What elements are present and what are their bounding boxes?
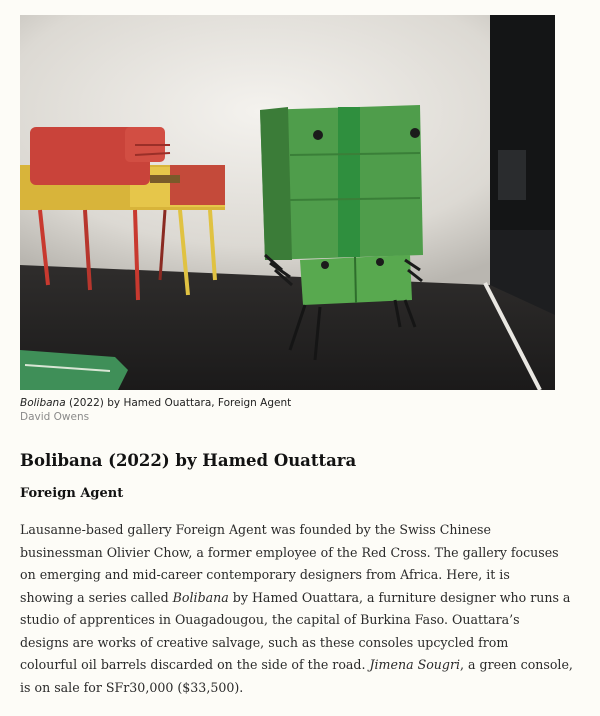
paragraph-line: designs are works of creative salvage, such as these consoles upcycled from [20,634,509,650]
photo-caption [20,397,291,410]
paragraph-line: showing a series called Bolibana by Hamed Ouattara, a furniture designer who runs a [20,589,571,605]
paragraph-line: Lausanne-based gallery Foreign Agent was founded by the Swiss Chinese [20,522,491,537]
paragraph-line: colourful oil barrels discarded on the side of the road. Jimena Sougri, a green console, [20,657,573,672]
caption-text: (2022) by Hamed Ouattara, Foreign Agent [65,397,292,409]
item-heading: Bolibana (2022) by Hamed Ouattara [20,451,357,470]
paragraph-line: on emerging and mid-career contemporary designers from Africa. Here, it is [20,567,510,582]
article-paragraph [20,519,573,699]
article-photo [20,15,555,390]
caption-work-title: Bolibana [20,397,66,409]
photo-credit: David Owens [20,411,90,423]
consoles-photo-illustration [20,15,555,390]
paragraph-line: businessman Olivier Chow, a former employee of the Red Cross. The gallery focuses [20,544,559,560]
gallery-subheading: Foreign Agent [20,486,124,501]
paragraph-line: is on sale for SFr30,000 ($33,500). [20,679,244,695]
paragraph-line: studio of apprentices in Ouagadougou, the capital of Burkina Faso. Ouattara’s [20,612,520,627]
